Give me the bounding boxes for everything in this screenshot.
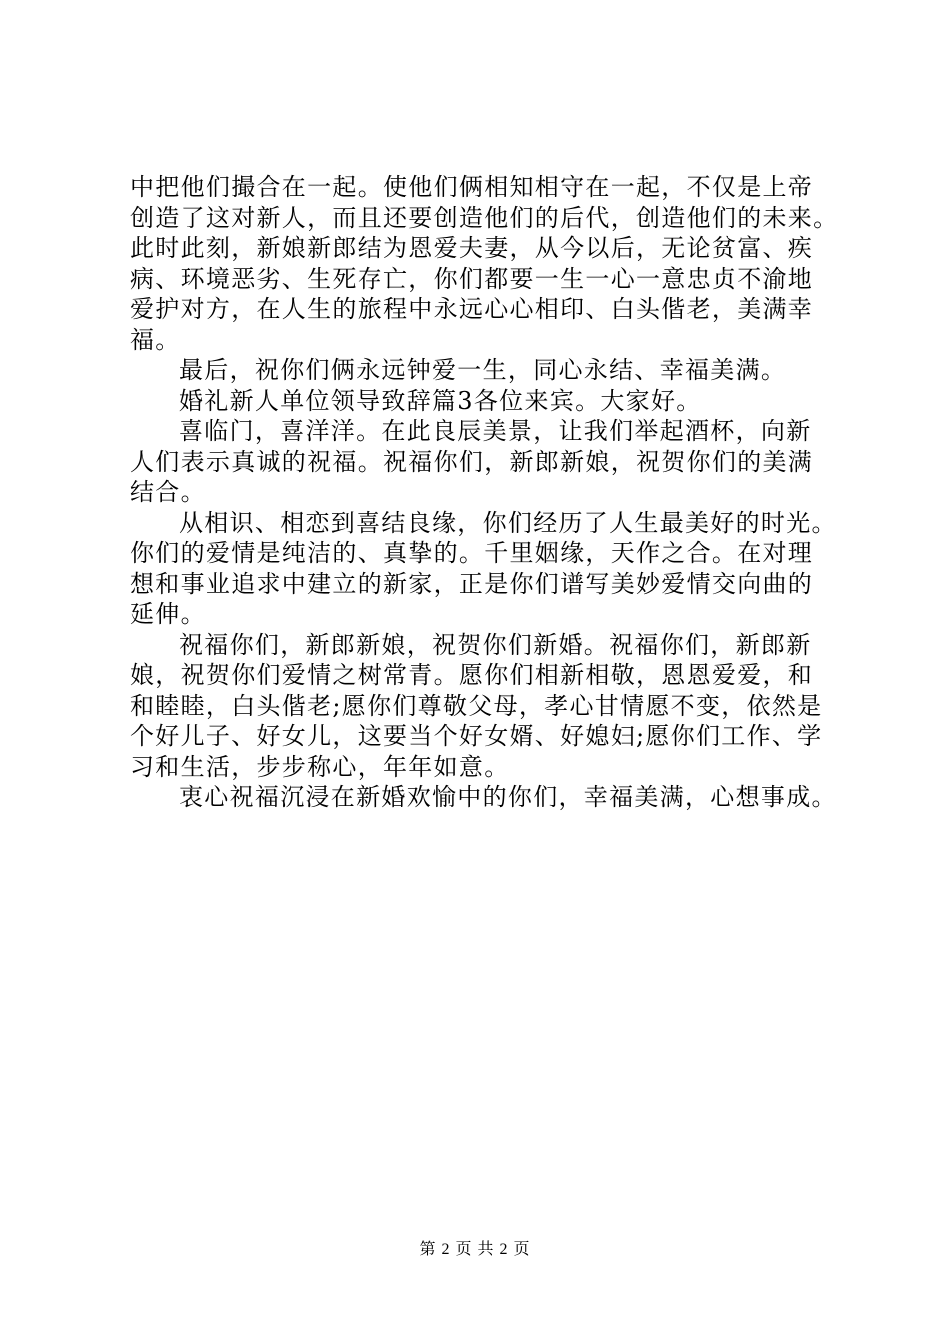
text-line: 创造了这对新人，而且还要创造他们的后代，创造他们的未来。: [130, 203, 839, 232]
text-line: 人们表示真诚的祝福。祝福你们，新郎新娘，祝贺你们的美满: [130, 447, 814, 476]
paragraph-start-line: 祝福你们，新郎新娘，祝贺你们新婚。祝福你们，新郎新: [179, 630, 812, 659]
text-line: 结合。: [130, 478, 206, 506]
text-line: 此时此刻，新娘新郎结为恩爱夫妻，从今以后，无论贫富、疾: [130, 234, 814, 262]
page-number-footer: 第 2 页 共 2 页: [419, 1241, 531, 1258]
text-line: 习和生活，步步称心，年年如意。: [130, 752, 510, 781]
paragraph-start-line: 婚礼新人单位领导致辞篇3各位来宾。大家好。: [179, 386, 702, 415]
text-line: 爱护对方，在人生的旅程中永远心心相印、白头偕老，美满幸: [130, 295, 814, 323]
text-line: 娘，祝贺你们爱情之树常青。愿你们相新相敬，恩恩爱爱，和: [130, 661, 814, 689]
text-line: 个好儿子、好女儿，这要当个好女婿、好媳妇;愿你们工作、学: [130, 722, 823, 750]
paragraph-start-line: 从相识、相恋到喜结良缘，你们经历了人生最美好的时光。: [179, 508, 837, 537]
text-line: 福。: [130, 325, 181, 354]
text-line: 你们的爱情是纯洁的、真挚的。千里姻缘，天作之合。在对理: [130, 539, 814, 567]
text-line: 和睦睦，白头偕老;愿你们尊敬父母，孝心甘情愿不变，依然是: [130, 691, 823, 720]
paragraph-start-line: 衷心祝福沉浸在新婚欢愉中的你们，幸福美满，心想事成。: [179, 783, 837, 811]
text-line: 想和事业追求中建立的新家，正是你们谱写美妙爱情交向曲的: [130, 569, 814, 598]
text-line: 病、环境恶劣、生死存亡，你们都要一生一心一意忠贞不渝地: [130, 264, 814, 293]
paragraph-start-line: 最后，祝你们俩永远钟爱一生，同心永结、幸福美满。: [179, 356, 787, 384]
text-line: 延伸。: [130, 600, 206, 628]
document-body: [130, 172, 839, 813]
text-line: 中把他们撮合在一起。使他们俩相知相守在一起，不仅是上帝: [130, 173, 814, 201]
paragraph-start-line: 喜临门，喜洋洋。在此良辰美景，让我们举起酒杯，向新: [179, 417, 812, 445]
